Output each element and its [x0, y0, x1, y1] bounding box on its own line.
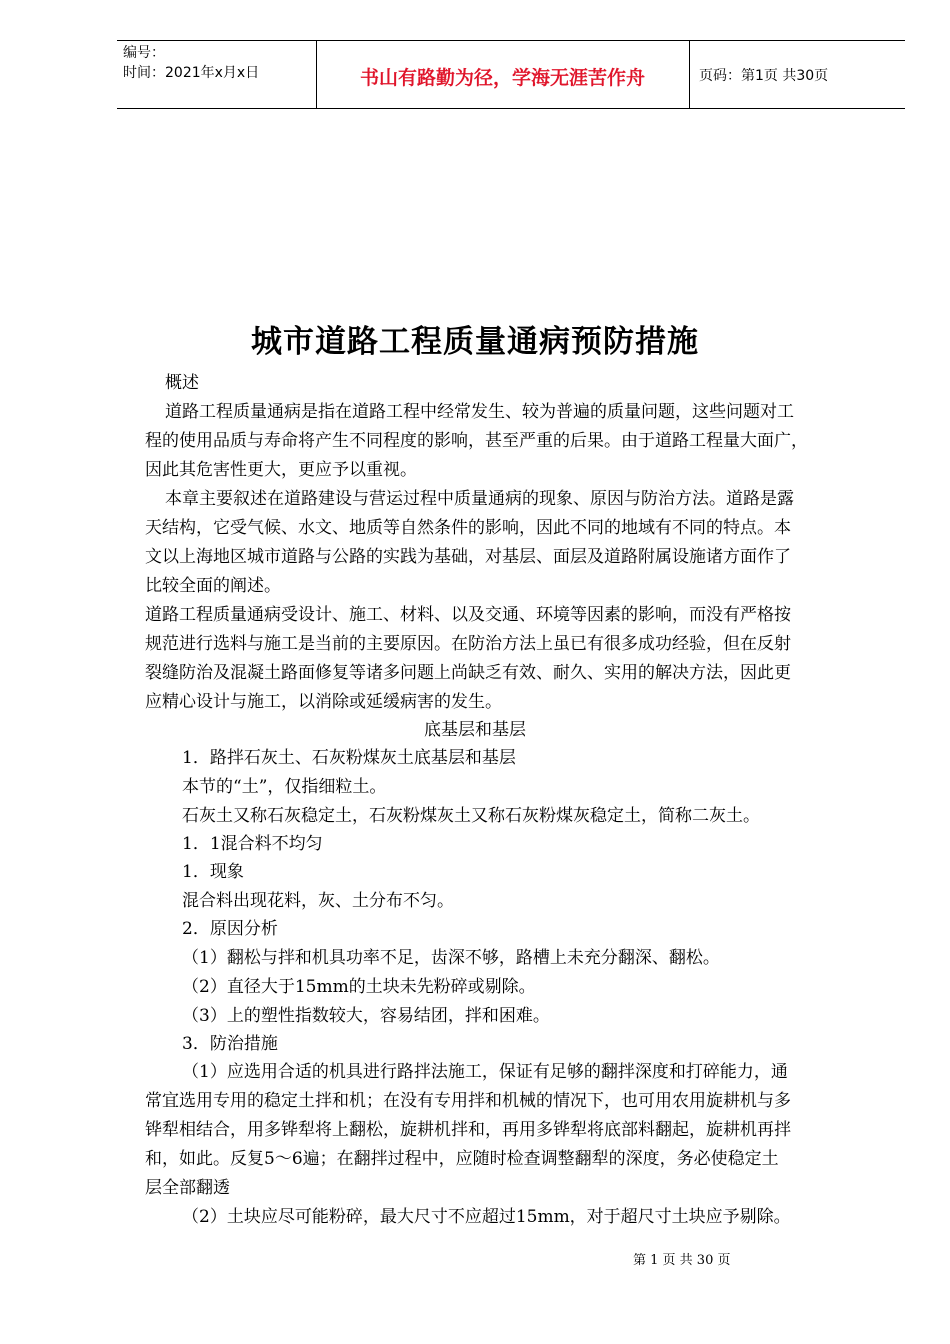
paragraph-line: 层全部翻透 — [145, 1178, 230, 1198]
list-item: （1）翻松与拌和机具功率不足，齿深不够，路槽上未充分翻深、翻松。 — [182, 948, 720, 968]
paragraph-line: 文以上海地区城市道路与公路的实践为基础，对基层、面层及道路附属设施诸方面作了 — [145, 547, 791, 567]
document-title: 城市道路工程质量通病预防措施 — [251, 324, 699, 360]
paragraph-line: 道路工程质量通病是指在道路工程中经常发生、较为普遍的质量问题，这些问题对工 — [165, 402, 794, 422]
paragraph-line: 应精心设计与施工，以消除或延缓病害的发生。 — [145, 692, 502, 712]
paragraph-line: 比较全面的阐述。 — [145, 576, 281, 596]
paragraph-line: 道路工程质量通病受设计、施工、材料、以及交通、环境等因素的影响，而没有严格按 — [145, 605, 791, 625]
item-heading: 1．现象 — [182, 862, 244, 882]
paragraph-line: 本章主要叙述在道路建设与营运过程中质量通病的现象、原因与防治方法。道路是露 — [165, 489, 794, 509]
paragraph-line: 和，如此。反复5～6遍；在翻拌过程中，应随时检查调整翻犁的深度，务必使稳定土 — [145, 1149, 779, 1169]
list-item: （2）土块应尽可能粉碎，最大尺寸不应超过15mm，对于超尺寸土块应予剔除。 — [182, 1207, 791, 1227]
paragraph-line: 裂缝防治及混凝土路面修复等诸多问题上尚缺乏有效、耐久、实用的解决方法，因此更 — [145, 663, 791, 683]
header-code-label: 编号： — [123, 45, 165, 61]
section-heading-overview: 概述 — [165, 373, 199, 393]
list-item: （3）上的塑性指数较大，容易结团，拌和困难。 — [182, 1006, 550, 1026]
paragraph-line: 本节的“土”，仅指细粒土。 — [182, 777, 387, 797]
paragraph-line: 规范进行选料与施工是当前的主要原因。在防治方法上虽已有很多成功经验，但在反射 — [145, 634, 791, 654]
list-item: （2）直径大于15mm的土块未先粉碎或剔除。 — [182, 977, 536, 997]
header-motto: 书山有路勤为径，学海无涯苦作舟 — [359, 67, 645, 89]
page-header — [117, 40, 905, 109]
paragraph-line: 石灰土又称石灰稳定土，石灰粉煤灰土又称石灰粉煤灰稳定土，简称二灰土。 — [182, 806, 760, 826]
paragraph-line: 常宜选用专用的稳定土拌和机；在没有专用拌和机械的情况下，也可用农用旋耕机与多 — [145, 1091, 791, 1111]
header-meta — [123, 43, 313, 83]
list-item: （1）应选用合适的机具进行路拌法施工，保证有足够的翻拌深度和打碎能力，通 — [182, 1062, 788, 1082]
section-heading-base-layer: 底基层和基层 — [424, 720, 526, 740]
paragraph-line: 混合料出现花料，灰、土分布不匀。 — [182, 891, 454, 911]
paragraph-line: 因此其危害性更大，更应予以重视。 — [145, 460, 417, 480]
item-heading: 3．防治措施 — [182, 1034, 278, 1054]
subsection-heading: 1．1混合料不均匀 — [182, 834, 323, 854]
item-heading: 2．原因分析 — [182, 919, 278, 939]
header-divider — [689, 41, 690, 108]
paragraph-line: 程的使用品质与寿命将产生不同程度的影响，甚至严重的后果。由于道路工程量大面广， — [145, 431, 808, 451]
header-page-info: 页码：第1页 共30页 — [699, 68, 829, 84]
paragraph-line: 铧犁相结合，用多铧犁将上翻松，旋耕机拌和，再用多铧犁将底部料翻起，旋耕机再拌 — [145, 1120, 791, 1140]
subsection-heading: 1．路拌石灰土、石灰粉煤灰土底基层和基层 — [182, 748, 516, 768]
paragraph-line: 天结构，它受气候、水文、地质等自然条件的影响，因此不同的地域有不同的特点。本 — [145, 518, 791, 538]
header-time-label: 时间：2021年x月x日 — [123, 65, 260, 81]
page-footer: 第 1 页 共 30 页 — [633, 1253, 731, 1268]
